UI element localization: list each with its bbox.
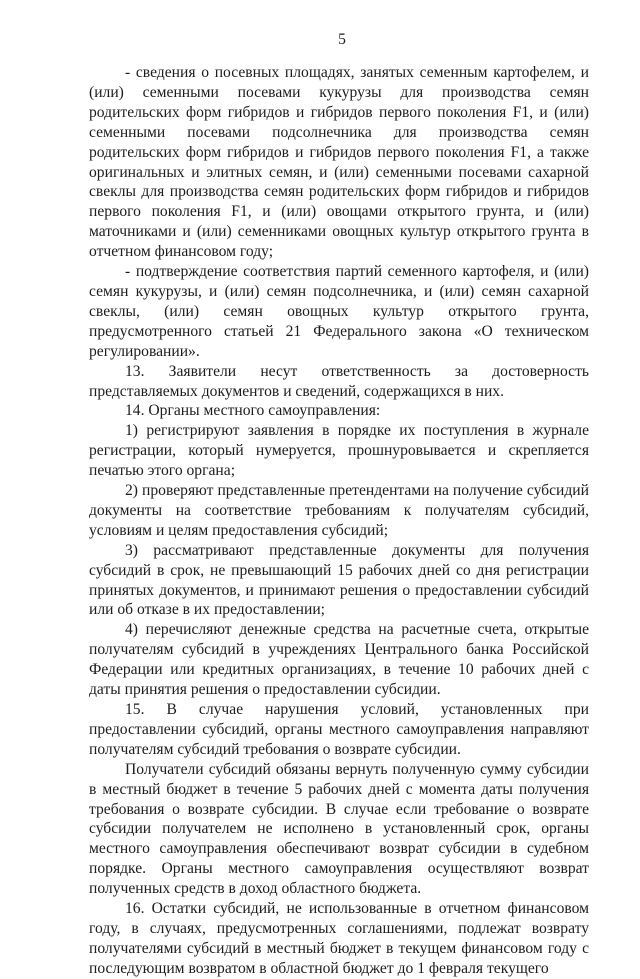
paragraph-14-heading: 14. Органы местного самоуправления: [125, 402, 381, 420]
paragraph-14-item-4: 4) перечисляют денежные средства на расчетные счета, открытые получателям субсидий в учреждениях Центрального банка Российской Федерации или кредитных организациях, в течение 10 рабочих дней с даты принятия решения о предоставлении субсидии. [89, 621, 589, 699]
paragraph-15-refund: Получатели субсидий обязаны вернуть полученную сумму субсидии в местный бюджет в течение 5 рабочих дней с момента даты получения требования о возврате субсидии. В случае если требование о возврате субсидии получателем не исполнено в установленный срок, органы местного самоуправления обеспечивают возврат субсидии в судебном порядке. Органы местного самоуправления осуществляют возврат полученных средств в доход областного бюджета. [89, 760, 589, 898]
paragraph-15-violation: 15. В случае нарушения условий, установленных при предоставлении субсидий, органы местного самоуправления направляют получателям субсидий требования о возврате субсидии. [89, 701, 589, 758]
paragraph-14-item-1: 1) регистрируют заявления в порядке их поступления в журнале регистрации, который нумеруется, прошнуровывается и скрепляется печатью этого органа; [89, 422, 589, 480]
paragraph-14-item-3: 3) рассматривают представленные документы для получения субсидий в срок, не превышающий 15 рабочих дней со дня регистрации принятых документов, и принимают решения о предоставлении субсидий или об отказе в их предоставлении; [89, 541, 589, 619]
page-number: 5 [338, 31, 346, 48]
document-page [89, 30, 589, 979]
paragraph-16-remainders: 16. Остатки субсидий, не использованные в отчетном финансовом году, в случаях, предусмотренных соглашениями, подлежат возврату получателями субсидий в местный бюджет в текущем финансовом году с последующим возвратом в областной бюджет до 1 февраля текущего [89, 900, 589, 977]
paragraph-13-responsibility: 13. Заявители несут ответственность за достоверность представляемых документов и сведений, содержащихся в них. [89, 362, 589, 400]
paragraph-conformity-confirmation: - подтверждение соответствия партий семенного картофеля, и (или) семян кукурузы, и (или) семян подсолнечника, и (или) семян сахарной свеклы, (или) семян овощных культур открытого грунта, предусмотренного статьей 21 Федерального закона «О техническом регулировании». [89, 263, 589, 360]
paragraph-14-item-2: 2) проверяют представленные претендентами на получение субсидий документы на соответствие требованиям к получателям субсидий, условиям и целям предоставления субсидий; [89, 482, 589, 539]
paragraph-sowing-areas: - сведения о посевных площадях, занятых семенным картофелем, и (или) семенными посевами кукурузы для производства семян родительских форм гибридов и гибридов первого поколения F1, и (или) семенными посевами подсолнечника для производства семян родительских форм гибридов и гибридов первого поколения F1, а также оригинальных и элитных семян, и (или) семенными посевами сахарной свеклы для производства семян родительских форм гибридов и гибридов первого поколения F1, и (или) овощами открытого грунта, и (или) маточниками и (или) семенниками овощных культур открытого грунта в отчетном финансовом году; [89, 64, 589, 261]
